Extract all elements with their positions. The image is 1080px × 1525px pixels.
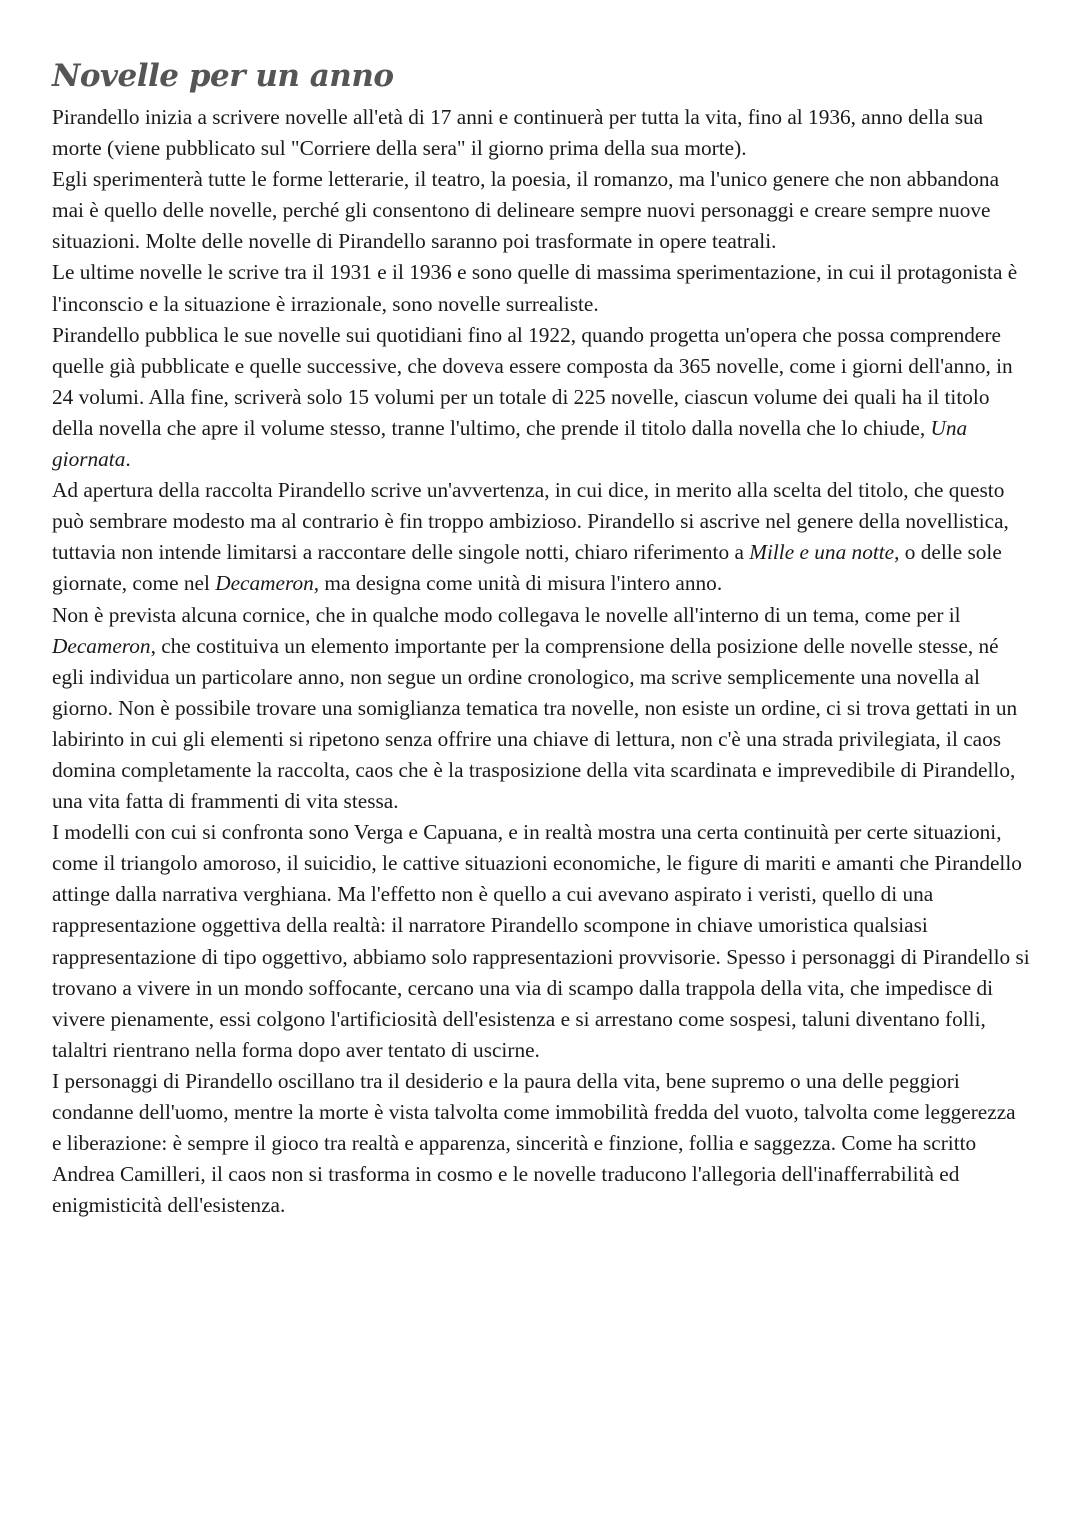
- paragraph: [52, 1066, 1030, 1221]
- italic-title-text: Mille e una notte: [749, 540, 895, 565]
- paragraph-text: I modelli con cui si confronta sono Verga e Capuana, e in realtà mostra una certa continuità per certe situazioni, come il triangolo amoroso, il suicidio, le cattive situazioni economiche, le figure di mariti e amanti che Pirandello attinge dalla narrativa verghiana. Ma l'effetto non è quello a cui avevano aspirato i veristi, quello di una rappresentazione oggettiva della realtà: il narratore Pirandello scompone in chiave umoristica qualsiasi rappresentazione di tipo oggettivo, abbiamo solo rappresentazioni provvisorie. Spesso i personaggi di Pirandello si trovano a vivere in un mondo soffocante, cercano una via di scampo dalla trappola della vita, che impedisce di vivere pienamente, essi colgono l'artificiosità dell'esistenza e si arrestano come sospesi, taluni diventano folli, talaltri rientrano nella forma dopo aver tentato di uscirne.: [52, 820, 1030, 1062]
- paragraph-text: Le ultime novelle le scrive tra il 1931 e il 1936 e sono quelle di massima sperimentazione, in cui il protagonista è l'inconscio e la situazione è irrazionale, sono novelle surrealiste.: [52, 260, 1018, 316]
- paragraph-text: Pirandello inizia a scrivere novelle all'età di 17 anni e continuerà per tutta la vita, fino al 1936, anno della sua morte (viene pubblicato sul "Corriere della sera" il giorno prima della sua morte).: [52, 105, 984, 161]
- paragraph-text: Egli sperimenterà tutte le forme letterarie, il teatro, la poesia, il romanzo, ma l'unico genere che non abbandona mai è quello delle novelle, perché gli consentono di delineare sempre nuovi personaggi e creare sempre nuove situazioni. Molte delle novelle di Pirandello saranno poi trasformate in opere teatrali.: [52, 167, 1000, 254]
- paragraph-text: Pirandello pubblica le sue novelle sui quotidiani fino al 1922, quando progetta un'opera che possa comprendere quelle già pubblicate e quelle successive, che doveva essere composta da 365 novelle, come i giorni dell'anno, in 24 volumi. Alla fine, scriverà solo 15 volumi per un totale di 225 novelle, ciascun volume dei quali ha il titolo della novella che apre il volume stesso, tranne l'ultimo, che prende il titolo dalla novella che lo chiude,: [52, 322, 1013, 440]
- document-page: [52, 52, 1030, 1221]
- paragraph: [52, 817, 1030, 1066]
- paragraph-text: .: [125, 447, 131, 472]
- paragraph: [52, 102, 1030, 164]
- paragraph: [52, 257, 1030, 319]
- document-title: Novelle per un anno: [52, 58, 394, 94]
- paragraph-text: I personaggi di Pirandello oscillano tra il desiderio e la paura della vita, bene supremo o una delle peggiori condanne dell'uomo, mentre la morte è vista talvolta come immobilità fredda del vuoto, talvolta come leggerezza e liberazione: è sempre il gioco tra realtà e apparenza, sincerità e finzione, follia e saggezza. Come ha scritto Andrea Camilleri, il caos non si trasforma in cosmo e le novelle traducono l'allegoria dell'inafferrabilità ed enigmisticità dell'esistenza.: [52, 1068, 1016, 1218]
- paragraph: [52, 600, 1030, 818]
- document-body: [52, 102, 1030, 1221]
- italic-title-text: Decameron: [215, 571, 314, 596]
- paragraph-text: , o delle sole giornate, come nel: [52, 540, 1002, 596]
- italic-title-text: Una giornata: [52, 415, 968, 472]
- italic-title-text: Decameron: [52, 633, 151, 658]
- paragraph: [52, 164, 1030, 257]
- paragraph: [52, 320, 1030, 475]
- paragraph-text: , ma designa come unità di misura l'intero anno.: [313, 571, 723, 596]
- paragraph-text: Non è prevista alcuna cornice, che in qualche modo collegava le novelle all'interno di un tema, come per il: [52, 602, 961, 627]
- paragraph: [52, 475, 1030, 599]
- paragraph-text: Ad apertura della raccolta Pirandello scrive un'avvertenza, in cui dice, in merito alla scelta del titolo, che questo può sembrare modesto ma al contrario è fin troppo ambizioso. Pirandello si ascrive nel genere della novellistica, tuttavia non intende limitarsi a raccontare delle singole notti, chiaro riferimento a: [52, 478, 1009, 565]
- paragraph-text: , che costituiva un elemento importante per la comprensione della posizione delle novelle stesse, né egli individua un particolare anno, non segue un ordine cronologico, ma scrive semplicemente una novella al giorno. Non è possibile trovare una somiglianza tematica tra novelle, non esiste un ordine, ci si trova gettati in un labirinto in cui gli elementi si ripetono senza offrire una chiave di lettura, non c'è una strada privilegiata, il caos domina completamente la raccolta, caos che è la trasposizione della vita scardinata e imprevedibile di Pirandello, una vita fatta di frammenti di vita stessa.: [52, 633, 1018, 814]
